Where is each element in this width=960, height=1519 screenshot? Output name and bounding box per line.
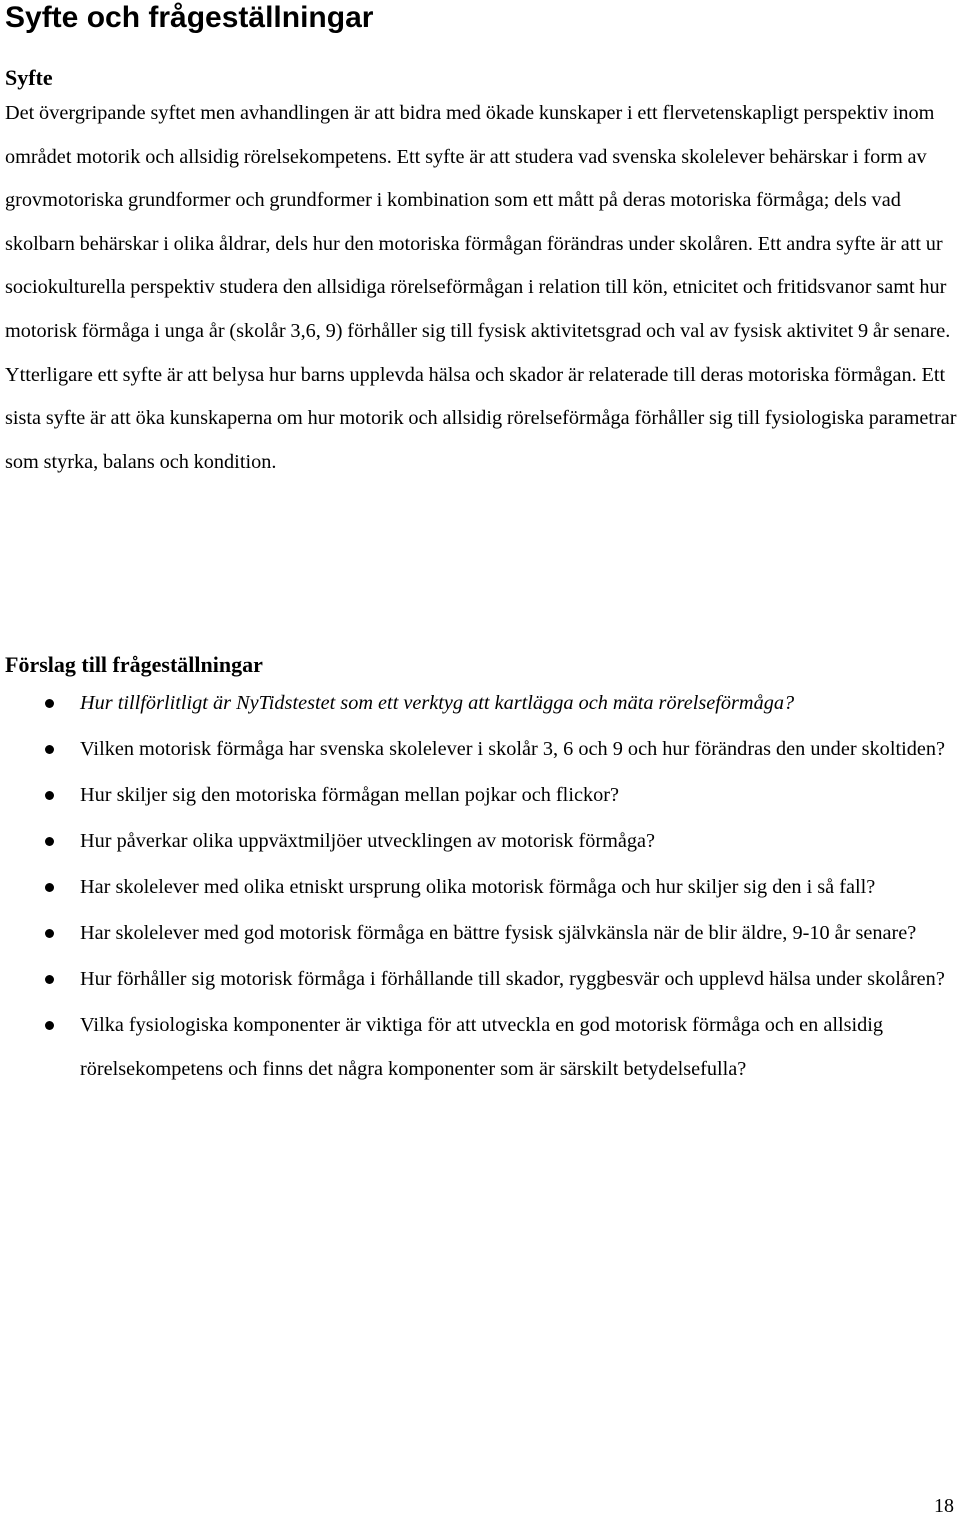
- list-item: [5, 819, 955, 863]
- list-item: [5, 1003, 955, 1091]
- bullet-icon: [45, 791, 54, 800]
- question-text: Vilken motorisk förmåga har svenska skolelever i skolår 3, 6 och 9 och hur förändras den under skoltiden?: [80, 738, 946, 760]
- bullet-icon: [45, 699, 54, 708]
- bullet-icon: [45, 745, 54, 754]
- question-text: Hur förhåller sig motorisk förmåga i förhållande till skador, ryggbesvär och upplevd hälsa under skolåren?: [80, 968, 945, 990]
- forslag-heading: Förslag till frågeställningar: [5, 652, 263, 677]
- bullet-icon: [45, 883, 54, 892]
- question-text: Hur tillförlitligt är NyTidstestet som ett verktyg att kartlägga och mäta rörelseförmåga?: [80, 692, 795, 714]
- bullet-icon: [45, 929, 54, 938]
- syfte-paragraph: Det övergripande syftet men avhandlingen är att bidra med ökade kunskaper i ett flervetenskapligt perspektiv inom området motorik och allsidig rörelsekompetens. Ett syfte är att studera vad svenska skolelever behärskar i form av grovmotoriska grundformer och grundformer i kombination som ett mått på deras motoriska förmåga; dels vad skolbarn behärskar i olika åldrar, dels hur den motoriska förmågan förändras under skolåren. Ett andra syfte är att ur sociokulturella perspektiv studera den allsidiga rörelseförmågan i relation till kön, etnicitet och fritidsvanor samt hur motorisk förmåga i unga år (skolår 3,6, 9) förhåller sig till fysisk aktivitetsgrad och val av fysisk aktivitet 9 år senare. Ytterligare ett syfte är att belysa hur barns upplevda hälsa och skador är relaterade till deras motoriska förmågan. Ett sista syfte är att öka kunskaperna om hur motorik och allsidig rörelseförmåga förhåller sig till fysiologiska parametrar som styrka, balans och kondition.: [5, 102, 957, 473]
- syfte-heading: Syfte: [5, 65, 53, 90]
- bullet-icon: [45, 975, 54, 984]
- list-item: [5, 681, 955, 725]
- bullet-icon: [45, 1021, 54, 1030]
- bullet-icon: [45, 837, 54, 846]
- list-item: [5, 727, 955, 771]
- question-text: Vilka fysiologiska komponenter är viktiga för att utveckla en god motorisk förmåga och en allsidig rörelsekompetens och finns det några komponenter som är särskilt betydelsefulla?: [80, 1014, 884, 1080]
- list-item: [5, 957, 955, 1001]
- question-text: Hur skiljer sig den motoriska förmågan mellan pojkar och flickor?: [80, 784, 619, 806]
- page-number: 18: [934, 1495, 954, 1517]
- list-item: [5, 911, 955, 955]
- question-text: Har skolelever med god motorisk förmåga en bättre fysisk självkänsla när de blir äldre, 9-10 år senare?: [80, 922, 917, 944]
- question-text: Hur påverkar olika uppväxtmiljöer utvecklingen av motorisk förmåga?: [80, 830, 656, 852]
- question-list: [5, 681, 955, 1093]
- question-text: Har skolelever med olika etniskt ursprung olika motorisk förmåga och hur skiljer sig den i så fall?: [80, 876, 876, 898]
- list-item: [5, 865, 955, 909]
- list-item: [5, 773, 955, 817]
- page-title: Syfte och frågeställningar: [5, 1, 374, 34]
